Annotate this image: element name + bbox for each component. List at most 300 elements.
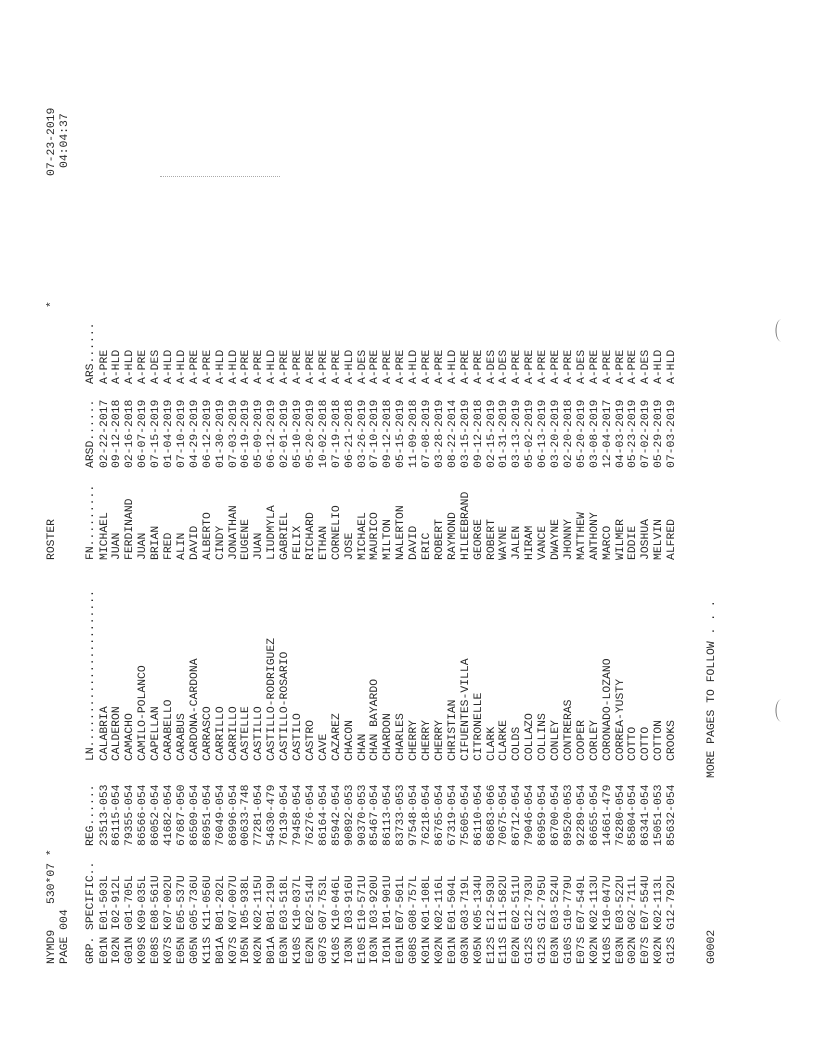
row-first-name: JHONNY bbox=[562, 518, 575, 560]
row-first-name: FRED bbox=[163, 532, 175, 560]
row-last-name: CARRILLO bbox=[214, 706, 227, 761]
row-grp: G10S bbox=[562, 936, 575, 964]
row-grp: I02N bbox=[111, 936, 124, 964]
row-first-name: JUAN bbox=[137, 532, 150, 560]
row-ars: A-DES bbox=[498, 349, 511, 384]
row-arsd: 06-12-2019 bbox=[266, 399, 279, 468]
report-id: NYMD9 bbox=[46, 929, 58, 964]
table-row bbox=[602, 0, 615, 1056]
row-grp: K07S bbox=[163, 936, 175, 964]
row-arsd: 03-28-2019 bbox=[433, 399, 446, 468]
row-arsd: 06-21-2018 bbox=[343, 399, 356, 468]
row-last-name: CARDONA-CARDONA bbox=[188, 658, 201, 761]
table-row bbox=[266, 0, 279, 1056]
row-grp: K11S bbox=[201, 936, 214, 964]
row-specific: E01-504L bbox=[446, 875, 459, 930]
row-specific: I03-920U bbox=[369, 875, 382, 930]
row-ars: A-PRE bbox=[292, 349, 304, 384]
row-first-name: JUAN bbox=[253, 532, 266, 560]
row-reg: 86052-054 bbox=[150, 784, 163, 846]
table-row bbox=[215, 0, 228, 1056]
row-ars: A-PRE bbox=[550, 349, 562, 384]
table-row bbox=[434, 0, 447, 1056]
row-ars: A-PRE bbox=[253, 349, 266, 384]
row-reg: 77281-054 bbox=[253, 784, 266, 846]
row-grp: K05N bbox=[472, 936, 485, 964]
row-first-name: ETHAN bbox=[317, 525, 330, 560]
row-last-name: CORLEY bbox=[588, 719, 601, 761]
row-ars: A-HLD bbox=[408, 349, 421, 384]
row-arsd: 09-12-2018 bbox=[111, 399, 124, 468]
row-first-name: DAVID bbox=[188, 525, 201, 560]
table-row bbox=[498, 0, 511, 1056]
row-last-name: CAVE bbox=[317, 733, 330, 761]
row-specific: G08-757L bbox=[408, 875, 421, 930]
row-specific: K10-047U bbox=[601, 875, 614, 930]
row-ars: A-HLD bbox=[111, 349, 124, 384]
table-row bbox=[382, 0, 395, 1056]
row-ars: A-PRE bbox=[627, 349, 640, 384]
row-specific: K01-108L bbox=[421, 875, 433, 930]
row-last-name: COTTON bbox=[653, 719, 666, 761]
row-reg: 54630-479 bbox=[266, 784, 279, 846]
row-ars: A-PRE bbox=[137, 349, 150, 384]
row-ars: A-PRE bbox=[524, 349, 537, 384]
row-grp: G01N bbox=[124, 936, 137, 964]
row-grp: K02N bbox=[253, 936, 266, 964]
row-specific: E07-554U bbox=[640, 875, 653, 930]
row-ars: A-PRE bbox=[188, 349, 201, 384]
row-reg: 86115-054 bbox=[111, 784, 124, 846]
punch-hole-mark bbox=[776, 700, 787, 722]
row-reg: 83733-053 bbox=[395, 784, 408, 846]
table-row bbox=[253, 0, 266, 1056]
row-reg: 89520-053 bbox=[562, 784, 575, 846]
table-row bbox=[240, 0, 253, 1056]
row-arsd: 09-12-2018 bbox=[382, 399, 395, 468]
row-arsd: 12-04-2017 bbox=[601, 399, 614, 468]
table-row bbox=[640, 0, 653, 1056]
row-last-name: CASTILLO-ROSARIO bbox=[279, 651, 292, 761]
row-reg: 97548-054 bbox=[408, 784, 421, 846]
row-grp: E02N bbox=[304, 936, 317, 964]
row-grp: E03N bbox=[614, 936, 627, 964]
row-last-name: CLARKE bbox=[498, 719, 511, 761]
row-grp: G12S bbox=[524, 936, 537, 964]
job-number: 530*07 * bbox=[46, 849, 58, 904]
row-arsd: 05-02-2019 bbox=[524, 399, 537, 468]
row-reg: 76218-054 bbox=[421, 784, 433, 846]
row-grp: K10S bbox=[292, 936, 304, 964]
row-arsd: 02-15-2019 bbox=[485, 399, 498, 468]
row-ars: A-DES bbox=[575, 349, 588, 384]
table-row bbox=[511, 0, 524, 1056]
row-first-name: EDDIE bbox=[627, 525, 640, 560]
row-last-name: CHAN BAYARDO bbox=[369, 678, 382, 761]
row-grp: E10S bbox=[356, 936, 369, 964]
row-first-name: FELIX bbox=[292, 525, 304, 560]
row-first-name: JALEN bbox=[511, 525, 524, 560]
row-last-name: CASTELLE bbox=[240, 706, 253, 761]
row-reg: 86566-054 bbox=[137, 784, 150, 846]
row-ars: A-PRE bbox=[472, 349, 485, 384]
row-arsd: 02-01-2019 bbox=[279, 399, 292, 468]
row-grp: I03N bbox=[369, 936, 382, 964]
row-specific: E05-537U bbox=[175, 875, 188, 930]
row-specific: B01-202L bbox=[214, 875, 227, 930]
row-ars: A-PRE bbox=[98, 349, 111, 384]
row-specific: K02-116L bbox=[433, 875, 446, 930]
table-row bbox=[627, 0, 640, 1056]
row-grp: E05N bbox=[175, 936, 188, 964]
row-reg: 23513-053 bbox=[98, 784, 111, 846]
row-last-name: CHRISTIAN bbox=[446, 699, 459, 761]
row-ars: A-PRE bbox=[201, 349, 214, 384]
col-specific: SPECIFIC.. bbox=[85, 861, 97, 930]
row-last-name: CONTRERAS bbox=[562, 699, 575, 761]
row-last-name: CASTRO bbox=[304, 719, 317, 761]
row-arsd: 03-08-2019 bbox=[588, 399, 601, 468]
row-last-name: CORONADO-LOZANO bbox=[601, 658, 614, 761]
row-last-name: CASTILO bbox=[292, 713, 304, 761]
row-specific: G02-711L bbox=[627, 875, 640, 930]
col-ars: ARS...... bbox=[85, 322, 97, 384]
table-row bbox=[292, 0, 305, 1056]
row-grp: G12S bbox=[666, 936, 679, 964]
row-arsd: 07-08-2019 bbox=[421, 399, 433, 468]
row-first-name: MICHAEL bbox=[356, 512, 369, 560]
row-specific: K09-035L bbox=[137, 875, 150, 930]
row-grp: G07S bbox=[317, 936, 330, 964]
table-row bbox=[563, 0, 576, 1056]
row-specific: K02-113L bbox=[653, 875, 666, 930]
header-star: * bbox=[46, 301, 58, 308]
punch-hole-mark bbox=[776, 320, 787, 342]
row-grp: K02N bbox=[433, 936, 446, 964]
row-specific: K02-113U bbox=[588, 875, 601, 930]
row-ars: A-PRE bbox=[511, 349, 524, 384]
row-first-name: WILMER bbox=[614, 518, 627, 560]
row-specific: K07-007U bbox=[227, 875, 240, 930]
row-grp: E07S bbox=[640, 936, 653, 964]
row-ars: A-PRE bbox=[614, 349, 627, 384]
table-row bbox=[176, 0, 189, 1056]
row-specific: G05-736U bbox=[188, 875, 201, 930]
row-first-name: MARCO bbox=[601, 525, 614, 560]
row-first-name: HILEEBRAND bbox=[459, 491, 472, 560]
row-reg: 86996-054 bbox=[227, 784, 240, 846]
row-grp: E03N bbox=[550, 936, 562, 964]
table-row bbox=[344, 0, 357, 1056]
row-first-name: JOSE bbox=[343, 532, 356, 560]
row-specific: I02-912L bbox=[111, 875, 124, 930]
row-last-name: CORREA-YUSTY bbox=[614, 678, 627, 761]
row-specific: E07-549L bbox=[575, 875, 588, 930]
row-specific: K10-046L bbox=[330, 875, 343, 930]
row-arsd: 11-09-2018 bbox=[408, 399, 421, 468]
row-reg: 86113-054 bbox=[382, 784, 395, 846]
row-last-name: CHACON bbox=[343, 719, 356, 761]
footer-note: MORE PAGES TO FOLLOW . . . bbox=[706, 600, 718, 778]
row-ars: A-PRE bbox=[395, 349, 408, 384]
row-arsd: 07-02-2019 bbox=[640, 399, 653, 468]
row-reg: 76139-054 bbox=[279, 784, 292, 846]
row-reg: 85804-054 bbox=[627, 784, 640, 846]
row-first-name: DAVID bbox=[408, 525, 421, 560]
row-last-name: COTTO bbox=[640, 726, 653, 761]
row-arsd: 08-22-2014 bbox=[446, 399, 459, 468]
table-row bbox=[473, 0, 486, 1056]
row-last-name: CALDERON bbox=[111, 706, 124, 761]
row-arsd: 07-10-2019 bbox=[369, 399, 382, 468]
row-first-name: CORNELIO bbox=[330, 505, 343, 560]
row-specific: E11-582U bbox=[498, 875, 511, 930]
row-reg: 00633-748 bbox=[240, 784, 253, 846]
row-first-name: WAYNE bbox=[498, 525, 511, 560]
row-reg: 41682-054 bbox=[163, 784, 175, 846]
row-arsd: 09-12-2018 bbox=[472, 399, 485, 468]
row-ars: A-PRE bbox=[369, 349, 382, 384]
table-row bbox=[99, 0, 112, 1056]
row-last-name: CAZAREZ bbox=[330, 713, 343, 761]
row-reg: 90370-053 bbox=[356, 784, 369, 846]
row-reg: 68683-066 bbox=[485, 784, 498, 846]
row-grp: E01N bbox=[395, 936, 408, 964]
row-last-name: CAMILO-POLANCO bbox=[137, 665, 150, 761]
row-last-name: CARABELLO bbox=[163, 699, 175, 761]
row-ars: A-PRE bbox=[588, 349, 601, 384]
table-row bbox=[653, 0, 666, 1056]
row-first-name: MATTHEW bbox=[575, 512, 588, 560]
row-ars: A-DES bbox=[485, 349, 498, 384]
row-last-name: CALABRIA bbox=[98, 706, 111, 761]
row-specific: I01-901U bbox=[382, 875, 395, 930]
row-reg: 70675-054 bbox=[498, 784, 511, 846]
row-specific: I05-938L bbox=[240, 875, 253, 930]
table-row bbox=[395, 0, 408, 1056]
table-row bbox=[331, 0, 344, 1056]
row-last-name: CARRASCO bbox=[201, 706, 214, 761]
row-last-name: CROOKS bbox=[666, 719, 679, 761]
row-reg: 92289-054 bbox=[575, 784, 588, 846]
row-reg: 90892-053 bbox=[343, 784, 356, 846]
row-first-name: ANTHONY bbox=[588, 512, 601, 560]
col-reg: REG...... bbox=[85, 784, 97, 846]
row-grp: E03N bbox=[279, 936, 292, 964]
row-ars: A-DES bbox=[640, 349, 653, 384]
table-row bbox=[279, 0, 292, 1056]
row-specific: E01-503L bbox=[98, 875, 111, 930]
report-date: 07-23-2019 bbox=[46, 107, 58, 176]
row-arsd: 10-02-2018 bbox=[317, 399, 330, 468]
table-row bbox=[576, 0, 589, 1056]
row-specific: K11-056U bbox=[201, 875, 214, 930]
row-arsd: 06-13-2019 bbox=[537, 399, 550, 468]
column-header-row bbox=[85, 0, 98, 1056]
row-reg: 67687-050 bbox=[175, 784, 188, 846]
row-first-name: EUGENE bbox=[240, 518, 253, 560]
row-reg: 86655-054 bbox=[588, 784, 601, 846]
row-specific: B01-219U bbox=[266, 875, 279, 930]
row-ars: A-HLD bbox=[666, 349, 679, 384]
row-arsd: 06-12-2019 bbox=[201, 399, 214, 468]
row-reg: 76049-054 bbox=[214, 784, 227, 846]
row-reg: 76280-054 bbox=[614, 784, 627, 846]
row-grp: K01N bbox=[421, 936, 433, 964]
row-ars: A-DES bbox=[150, 349, 163, 384]
row-specific: E03-524U bbox=[550, 875, 562, 930]
row-arsd: 05-15-2019 bbox=[395, 399, 408, 468]
table-row bbox=[202, 0, 215, 1056]
table-row bbox=[357, 0, 370, 1056]
row-grp: I03N bbox=[343, 936, 356, 964]
row-ars: A-HLD bbox=[653, 349, 666, 384]
row-arsd: 07-10-2019 bbox=[175, 399, 188, 468]
row-grp: G03N bbox=[459, 936, 472, 964]
row-specific: K07-002U bbox=[163, 875, 175, 930]
table-row bbox=[666, 0, 679, 1056]
row-grp: K02N bbox=[653, 936, 666, 964]
row-ars: A-PRE bbox=[537, 349, 550, 384]
row-specific: G12-792U bbox=[666, 875, 679, 930]
row-specific: G12-795U bbox=[537, 875, 550, 930]
row-ars: A-PRE bbox=[382, 349, 395, 384]
row-last-name: CLARK bbox=[485, 726, 498, 761]
row-grp: G08S bbox=[408, 936, 421, 964]
row-last-name: CASTILLO bbox=[253, 706, 266, 761]
row-ars: A-PRE bbox=[317, 349, 330, 384]
table-row bbox=[111, 0, 124, 1056]
row-arsd: 07-03-2019 bbox=[227, 399, 240, 468]
row-reg: 14661-479 bbox=[601, 784, 614, 846]
row-ars: A-PRE bbox=[459, 349, 472, 384]
row-grp: G05N bbox=[188, 936, 201, 964]
table-row bbox=[318, 0, 331, 1056]
row-ars: A-PRE bbox=[330, 349, 343, 384]
row-last-name: COLLINS bbox=[537, 713, 550, 761]
col-ln: LN....................... bbox=[85, 590, 97, 761]
row-ars: A-PRE bbox=[421, 349, 433, 384]
col-fn: FN......... bbox=[85, 484, 97, 560]
row-first-name: ALFRED bbox=[666, 518, 679, 560]
row-ars: A-HLD bbox=[227, 349, 240, 384]
row-arsd: 06-19-2019 bbox=[240, 399, 253, 468]
table-row bbox=[305, 0, 318, 1056]
row-ars: A-HLD bbox=[163, 349, 175, 384]
row-reg: 15051-053 bbox=[653, 784, 666, 846]
row-last-name: CONLEY bbox=[550, 719, 562, 761]
row-last-name: CHARLES bbox=[395, 713, 408, 761]
row-last-name: CITRONELLE bbox=[472, 692, 485, 761]
row-first-name: JONATHAN bbox=[227, 505, 240, 560]
table-row bbox=[550, 0, 563, 1056]
table-row bbox=[137, 0, 150, 1056]
row-arsd: 05-20-2019 bbox=[575, 399, 588, 468]
row-first-name: FERDINAND bbox=[124, 498, 137, 560]
row-ars: A-PRE bbox=[304, 349, 317, 384]
row-last-name: CHARDON bbox=[382, 713, 395, 761]
row-first-name: NALERTON bbox=[395, 505, 408, 560]
row-last-name: CARRILLO bbox=[227, 706, 240, 761]
row-last-name: COOPER bbox=[575, 719, 588, 761]
row-arsd: 07-19-2018 bbox=[330, 399, 343, 468]
row-first-name: MILTON bbox=[382, 518, 395, 560]
row-reg: 79046-054 bbox=[524, 784, 537, 846]
row-reg: 86959-054 bbox=[537, 784, 550, 846]
row-ars: A-HLD bbox=[446, 349, 459, 384]
row-specific: E08-561U bbox=[150, 875, 163, 930]
row-grp: G12S bbox=[537, 936, 550, 964]
report-time: 04:04:37 bbox=[59, 113, 71, 168]
row-reg: 76276-054 bbox=[304, 784, 317, 846]
row-first-name: RAYMOND bbox=[446, 512, 459, 560]
row-grp: G02N bbox=[627, 936, 640, 964]
row-arsd: 02-20-2018 bbox=[562, 399, 575, 468]
row-reg: 79458-054 bbox=[292, 784, 304, 846]
footer-code: G0002 bbox=[706, 929, 718, 964]
table-row bbox=[369, 0, 382, 1056]
row-first-name: MICHAEL bbox=[98, 512, 111, 560]
row-grp: K10S bbox=[601, 936, 614, 964]
row-grp: E12S bbox=[485, 936, 498, 964]
row-reg: 86110-054 bbox=[472, 784, 485, 846]
table-row bbox=[124, 0, 137, 1056]
row-first-name: BRIAN bbox=[150, 525, 163, 560]
row-grp: I05N bbox=[240, 936, 253, 964]
scan-dots bbox=[160, 176, 280, 178]
row-reg: 67319-054 bbox=[446, 784, 459, 846]
row-ars: A-HLD bbox=[343, 349, 356, 384]
row-arsd: 01-30-2019 bbox=[214, 399, 227, 468]
row-specific: K10-037L bbox=[292, 875, 304, 930]
row-grp: K07S bbox=[227, 936, 240, 964]
row-ars: A-HLD bbox=[214, 349, 227, 384]
row-first-name: ALBERTO bbox=[201, 512, 214, 560]
row-reg: 86712-054 bbox=[511, 784, 524, 846]
row-specific: E03-518L bbox=[279, 875, 292, 930]
row-specific: E12-593U bbox=[485, 875, 498, 930]
row-ars: A-PRE bbox=[562, 349, 575, 384]
row-specific: E02-514U bbox=[304, 875, 317, 930]
row-arsd: 04-03-2019 bbox=[614, 399, 627, 468]
row-specific: E10-571U bbox=[356, 875, 369, 930]
row-ars: A-PRE bbox=[240, 349, 253, 384]
row-reg: 86164-054 bbox=[317, 784, 330, 846]
row-first-name: DWAYNE bbox=[550, 518, 562, 560]
row-grp: E11S bbox=[498, 936, 511, 964]
row-last-name: CHAN bbox=[356, 733, 369, 761]
table-row bbox=[163, 0, 176, 1056]
row-first-name: GEORGE bbox=[472, 518, 485, 560]
row-first-name: MELVIN bbox=[653, 518, 666, 560]
col-arsd: ARSD...... bbox=[85, 399, 97, 468]
table-row bbox=[421, 0, 434, 1056]
row-first-name: RICHARD bbox=[304, 512, 317, 560]
row-reg: 85467-054 bbox=[369, 784, 382, 846]
table-row bbox=[486, 0, 499, 1056]
row-first-name: MAURICO bbox=[369, 512, 382, 560]
row-arsd: 03-15-2019 bbox=[459, 399, 472, 468]
row-first-name: CINDY bbox=[214, 525, 227, 560]
row-ars: A-PRE bbox=[279, 349, 292, 384]
table-row bbox=[150, 0, 163, 1056]
row-specific: E07-501L bbox=[395, 875, 408, 930]
row-first-name: ALIN bbox=[175, 532, 188, 560]
row-grp: K09S bbox=[137, 936, 150, 964]
row-arsd: 05-10-2019 bbox=[292, 399, 304, 468]
row-arsd: 04-29-2019 bbox=[188, 399, 201, 468]
row-ars: A-HLD bbox=[175, 349, 188, 384]
